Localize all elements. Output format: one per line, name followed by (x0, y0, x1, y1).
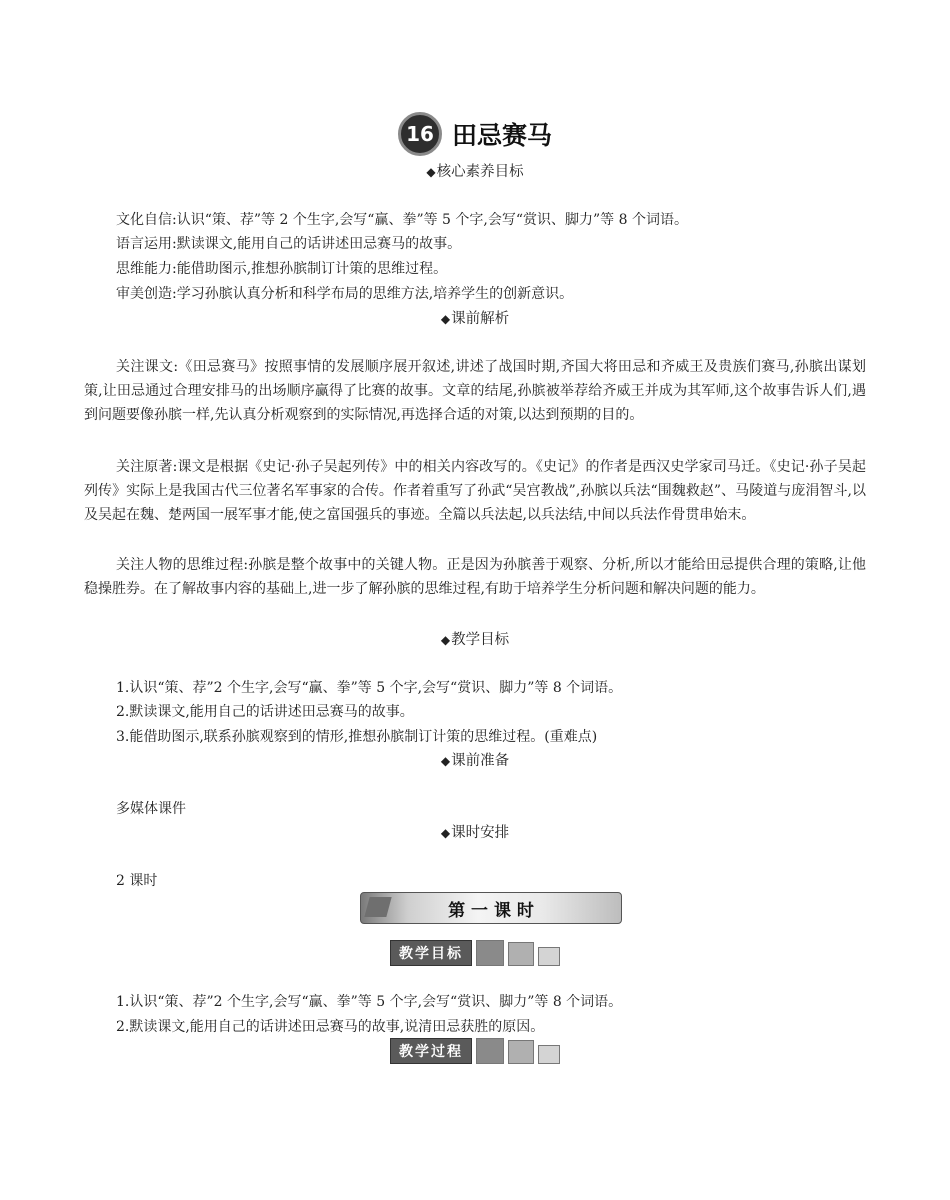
schedule-content: 2 课时 (116, 873, 158, 889)
teaching-goal-item: 1.认识“策、荐”2 个生字,会写“赢、拳”等 5 个字,会写“赏识、脚力”等 8 个词语。 (116, 680, 623, 696)
period-goal-item: 2.默读课文,能用自己的话讲述田忌赛马的故事,说清田忌获胜的原因。 (116, 1019, 545, 1035)
diamond-icon: ◆ (426, 165, 436, 179)
diamond-icon: ◆ (440, 826, 451, 840)
diamond-icon: ◆ (440, 633, 451, 647)
tag-square-decoration (476, 940, 504, 966)
banner-decoration (364, 897, 391, 917)
teaching-goals-tag (390, 940, 560, 966)
teaching-process-tag-label: 教学过程 (390, 1038, 472, 1064)
tag-square-decoration (538, 1045, 560, 1064)
preparation-content: 多媒体课件 (116, 801, 186, 817)
section-heading-preparation: ◆课前准备 (440, 753, 510, 769)
analysis-paragraph: 关注人物的思维过程:孙膑是整个故事中的关键人物。正是因为孙膑善于观察、分析,所以才能给田忌提供合理的策略,让他稳操胜券。在了解故事内容的基础上,进一步了解孙膑的思维过程,有助于培养学生分析问题和解决问题的能力。 (84, 557, 866, 597)
teaching-goals-tag-label: 教学目标 (390, 940, 472, 966)
core-goal-item: 文化自信:认识“策、荐”等 2 个生字,会写“赢、拳”等 5 个字,会写“赏识、脚力”等 8 个词语。 (116, 212, 688, 228)
teaching-goal-item: 2.默读课文,能用自己的话讲述田忌赛马的故事。 (116, 704, 414, 720)
first-period-title: 第 一 课 时 (448, 900, 534, 921)
analysis-paragraph: 关注原著:课文是根据《史记·孙子吴起列传》中的相关内容改写的。《史记》的作者是西汉史学家司马迁。《史记·孙子吴起列传》实际上是我国古代三位著名军事家的合传。作者着重写了孙武“吴宫教战”,孙膑以兵法“围魏救赵”、马陵道与庞涓智斗,以及吴起在魏、楚两国一展军事才能,使之富国强兵的事迹。全篇以兵法起,以兵法结,中间以兵法作骨贯串始末。 (84, 459, 866, 523)
period-goal-item: 1.认识“策、荐”2 个生字,会写“赢、拳”等 5 个字,会写“赏识、脚力”等 8 个词语。 (116, 994, 623, 1010)
teaching-goal-item: 3.能借助图示,联系孙膑观察到的情形,推想孙膑制订计策的思维过程。(重难点) (116, 729, 598, 745)
section-heading-schedule: ◆课时安排 (440, 825, 510, 841)
core-goal-item: 思维能力:能借助图示,推想孙膑制订计策的思维过程。 (116, 261, 448, 277)
core-goal-item: 语言运用:默读课文,能用自己的话讲述田忌赛马的故事。 (116, 236, 462, 252)
tag-square-decoration (476, 1038, 504, 1064)
tag-square-decoration (538, 947, 560, 966)
diamond-icon: ◆ (440, 312, 451, 326)
section-heading-core-goals: ◆核心素养目标 (426, 164, 524, 180)
section-heading-pre-analysis: ◆课前解析 (440, 311, 510, 327)
section-heading-teaching-goals: ◆教学目标 (440, 632, 510, 648)
core-goal-item: 审美创造:学习孙膑认真分析和科学布局的思维方法,培养学生的创新意识。 (116, 286, 574, 302)
lesson-number-badge: 16 (398, 112, 442, 156)
tag-square-decoration (508, 942, 534, 966)
tag-square-decoration (508, 1040, 534, 1064)
teaching-process-tag (390, 1038, 560, 1064)
lesson-title: 田忌赛马 (451, 121, 552, 150)
diamond-icon: ◆ (440, 754, 451, 768)
first-period-banner (360, 892, 622, 924)
lesson-title-block (0, 110, 950, 158)
analysis-paragraph: 关注课文:《田忌赛马》按照事情的发展顺序展开叙述,讲述了战国时期,齐国大将田忌和齐威王及贵族们赛马,孙膑出谋划策,让田忌通过合理安排马的出场顺序赢得了比赛的故事。文章的结尾,孙膑被举荐给齐威王并成为其军师,这个故事告诉人们,遇到问题要像孙膑一样,先认真分析观察到的实际情况,再选择合适的对策,以达到预期的目的。 (84, 359, 866, 423)
